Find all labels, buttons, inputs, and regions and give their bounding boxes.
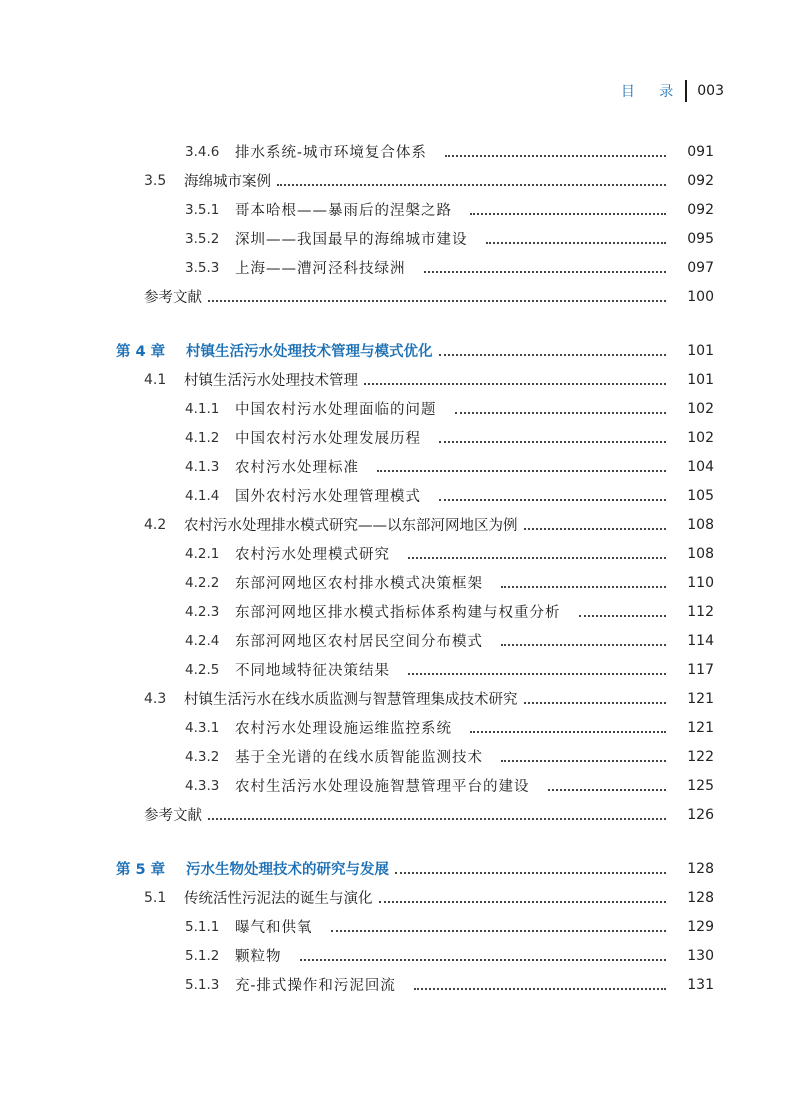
- toc-entry-number: 4.1.4: [185, 487, 220, 504]
- toc-entry-number: 3.5: [144, 172, 167, 189]
- toc-entry-page: 092: [687, 172, 714, 189]
- toc-entry-number: 4.2: [144, 516, 167, 533]
- toc-entry-number: 4.2.5: [185, 661, 220, 678]
- running-head: [621, 80, 724, 102]
- toc-entry-title: 中国农村污水处理面临的问题: [235, 402, 437, 418]
- toc-entry-page: 126: [687, 806, 714, 823]
- dot-leader: [579, 613, 667, 617]
- dot-leader: [208, 816, 666, 820]
- dot-leader: [501, 584, 666, 588]
- toc-entry-page: 108: [687, 545, 714, 562]
- toc-entry-page: 131: [687, 976, 714, 993]
- dot-leader: [424, 269, 667, 273]
- toc-entry-title: 参考文献: [144, 808, 202, 824]
- toc-entry-number: 3.5.3: [185, 259, 220, 276]
- toc-entry-title: 曝气和供氧: [235, 920, 313, 936]
- toc-subsection-entry: [0, 195, 800, 224]
- toc-entry-number: 5.1.1: [185, 918, 220, 935]
- toc-entry-title: 哥本哈根——暴雨后的涅槃之路: [235, 203, 452, 219]
- dot-leader: [501, 758, 666, 762]
- toc-entry-number: 4.1.1: [185, 400, 220, 417]
- dot-leader: [486, 240, 667, 244]
- toc-entry-number: 3.5.1: [185, 201, 220, 218]
- toc-entry-number: 4.2.1: [185, 545, 220, 562]
- toc-entry-page: 095: [687, 230, 714, 247]
- section-gap: [0, 829, 800, 854]
- toc-entry-title: 不同地域特征决策结果: [235, 663, 390, 679]
- running-head-divider: [685, 80, 687, 102]
- toc-subsection-entry: [0, 713, 800, 742]
- toc-entry-page: 097: [687, 259, 714, 276]
- toc-entry-title: 污水生物处理技术的研究与发展: [186, 862, 389, 878]
- toc-subsection-entry: [0, 253, 800, 282]
- toc-section-entry: [0, 365, 800, 394]
- toc-entry-title: 村镇生活污水处理技术管理: [184, 373, 358, 389]
- dot-leader: [377, 468, 666, 472]
- table-of-contents: [0, 137, 800, 999]
- toc-entry-title: 村镇生活污水在线水质监测与智慧管理集成技术研究: [184, 692, 518, 708]
- toc-chapter-entry: [0, 854, 800, 883]
- toc-entry-page: 122: [687, 748, 714, 765]
- toc-entry-page: 101: [687, 371, 714, 388]
- dot-leader: [470, 211, 666, 215]
- toc-entry-number: 4.2.4: [185, 632, 220, 649]
- toc-references-entry: [0, 282, 800, 311]
- toc-entry-page: 104: [687, 458, 714, 475]
- dot-leader: [395, 870, 666, 874]
- dot-leader: [439, 439, 666, 443]
- dot-leader: [501, 642, 666, 646]
- toc-subsection-entry: [0, 481, 800, 510]
- toc-entry-title: 海绵城市案例: [184, 174, 271, 190]
- toc-entry-title: 农村污水处理排水模式研究——以东部河网地区为例: [184, 518, 518, 534]
- toc-entry-page: 128: [687, 860, 714, 877]
- dot-leader: [277, 182, 666, 186]
- toc-entry-title: 村镇生活污水处理技术管理与模式优化: [186, 344, 433, 360]
- toc-subsection-entry: [0, 970, 800, 999]
- toc-entry-title: 排水系统-城市环境复合体系: [235, 145, 427, 161]
- toc-entry-title: 农村污水处理设施运维监控系统: [235, 721, 452, 737]
- toc-entry-page: 108: [687, 516, 714, 533]
- dot-leader: [524, 700, 667, 704]
- toc-references-entry: [0, 800, 800, 829]
- toc-entry-number: 5.1.2: [185, 947, 220, 964]
- toc-entry-number: 第 4 章: [116, 344, 166, 360]
- dot-leader: [408, 555, 666, 559]
- toc-entry-title: 深圳——我国最早的海绵城市建设: [235, 232, 468, 248]
- toc-entry-title: 东部河网地区农村居民空间分布模式: [235, 634, 483, 650]
- toc-subsection-entry: [0, 626, 800, 655]
- toc-entry-number: 3.5.2: [185, 230, 220, 247]
- toc-subsection-entry: [0, 394, 800, 423]
- dot-leader: [548, 787, 667, 791]
- toc-entry-title: 颗粒物: [235, 949, 282, 965]
- toc-entry-page: 112: [687, 603, 714, 620]
- toc-entry-title: 传统活性污泥法的诞生与演化: [184, 891, 373, 907]
- dot-leader: [300, 957, 667, 961]
- toc-subsection-entry: [0, 224, 800, 253]
- page-number: 003: [697, 83, 724, 99]
- dot-leader: [379, 899, 667, 903]
- toc-entry-page: 129: [687, 918, 714, 935]
- toc-entry-title: 中国农村污水处理发展历程: [235, 431, 421, 447]
- dot-leader: [439, 352, 667, 356]
- toc-section-entry: [0, 684, 800, 713]
- toc-entry-number: 4.1.2: [185, 429, 220, 446]
- toc-entry-number: 4.3: [144, 690, 167, 707]
- toc-entry-number: 4.2.2: [185, 574, 220, 591]
- toc-entry-page: 100: [687, 288, 714, 305]
- toc-entry-page: 114: [687, 632, 714, 649]
- toc-entry-number: 5.1: [144, 889, 167, 906]
- dot-leader: [455, 410, 667, 414]
- toc-entry-number: 4.1: [144, 371, 167, 388]
- toc-section-entry: [0, 510, 800, 539]
- toc-entry-number: 4.2.3: [185, 603, 220, 620]
- toc-subsection-entry: [0, 655, 800, 684]
- toc-entry-page: 092: [687, 201, 714, 218]
- dot-leader: [408, 671, 666, 675]
- dot-leader: [445, 153, 666, 157]
- toc-entry-page: 121: [687, 719, 714, 736]
- toc-entry-number: 4.3.1: [185, 719, 220, 736]
- toc-entry-title: 充-排式操作和污泥回流: [235, 978, 396, 994]
- toc-entry-page: 130: [687, 947, 714, 964]
- toc-section-entry: [0, 883, 800, 912]
- toc-entry-title: 国外农村污水处理管理模式: [235, 489, 421, 505]
- toc-entry-title: 东部河网地区农村排水模式决策框架: [235, 576, 483, 592]
- toc-entry-number: 4.3.2: [185, 748, 220, 765]
- toc-entry-page: 102: [687, 400, 714, 417]
- toc-entry-page: 102: [687, 429, 714, 446]
- toc-entry-number: 3.4.6: [185, 143, 220, 160]
- toc-entry-title: 东部河网地区排水模式指标体系构建与权重分析: [235, 605, 561, 621]
- toc-entry-number: 5.1.3: [185, 976, 220, 993]
- toc-entry-title: 农村污水处理标准: [235, 460, 359, 476]
- toc-entry-title: 农村生活污水处理设施智慧管理平台的建设: [235, 779, 530, 795]
- toc-entry-title: 参考文献: [144, 290, 202, 306]
- toc-entry-number: 4.3.3: [185, 777, 220, 794]
- toc-subsection-entry: [0, 539, 800, 568]
- toc-chapter-entry: [0, 336, 800, 365]
- dot-leader: [208, 298, 666, 302]
- toc-subsection-entry: [0, 912, 800, 941]
- toc-entry-page: 128: [687, 889, 714, 906]
- dot-leader: [331, 928, 667, 932]
- section-gap: [0, 311, 800, 336]
- toc-section-entry: [0, 166, 800, 195]
- toc-subsection-entry: [0, 452, 800, 481]
- dot-leader: [524, 526, 667, 530]
- toc-entry-title: 农村污水处理模式研究: [235, 547, 390, 563]
- toc-entry-title: 基于全光谱的在线水质智能监测技术: [235, 750, 483, 766]
- toc-entry-page: 110: [687, 574, 714, 591]
- toc-entry-page: 105: [687, 487, 714, 504]
- toc-subsection-entry: [0, 941, 800, 970]
- dot-leader: [470, 729, 666, 733]
- toc-entry-page: 091: [687, 143, 714, 160]
- dot-leader: [364, 381, 666, 385]
- toc-subsection-entry: [0, 742, 800, 771]
- toc-subsection-entry: [0, 137, 800, 166]
- toc-entry-number: 4.1.3: [185, 458, 220, 475]
- dot-leader: [439, 497, 666, 501]
- dot-leader: [414, 986, 666, 990]
- toc-entry-page: 101: [687, 342, 714, 359]
- toc-subsection-entry: [0, 597, 800, 626]
- toc-entry-page: 117: [687, 661, 714, 678]
- toc-entry-number: 第 5 章: [116, 862, 166, 878]
- toc-entry-title: 上海——漕河泾科技绿洲: [235, 261, 406, 277]
- toc-entry-page: 121: [687, 690, 714, 707]
- running-head-title: 目 录: [620, 84, 684, 100]
- toc-subsection-entry: [0, 423, 800, 452]
- toc-subsection-entry: [0, 771, 800, 800]
- toc-subsection-entry: [0, 568, 800, 597]
- toc-entry-page: 125: [687, 777, 714, 794]
